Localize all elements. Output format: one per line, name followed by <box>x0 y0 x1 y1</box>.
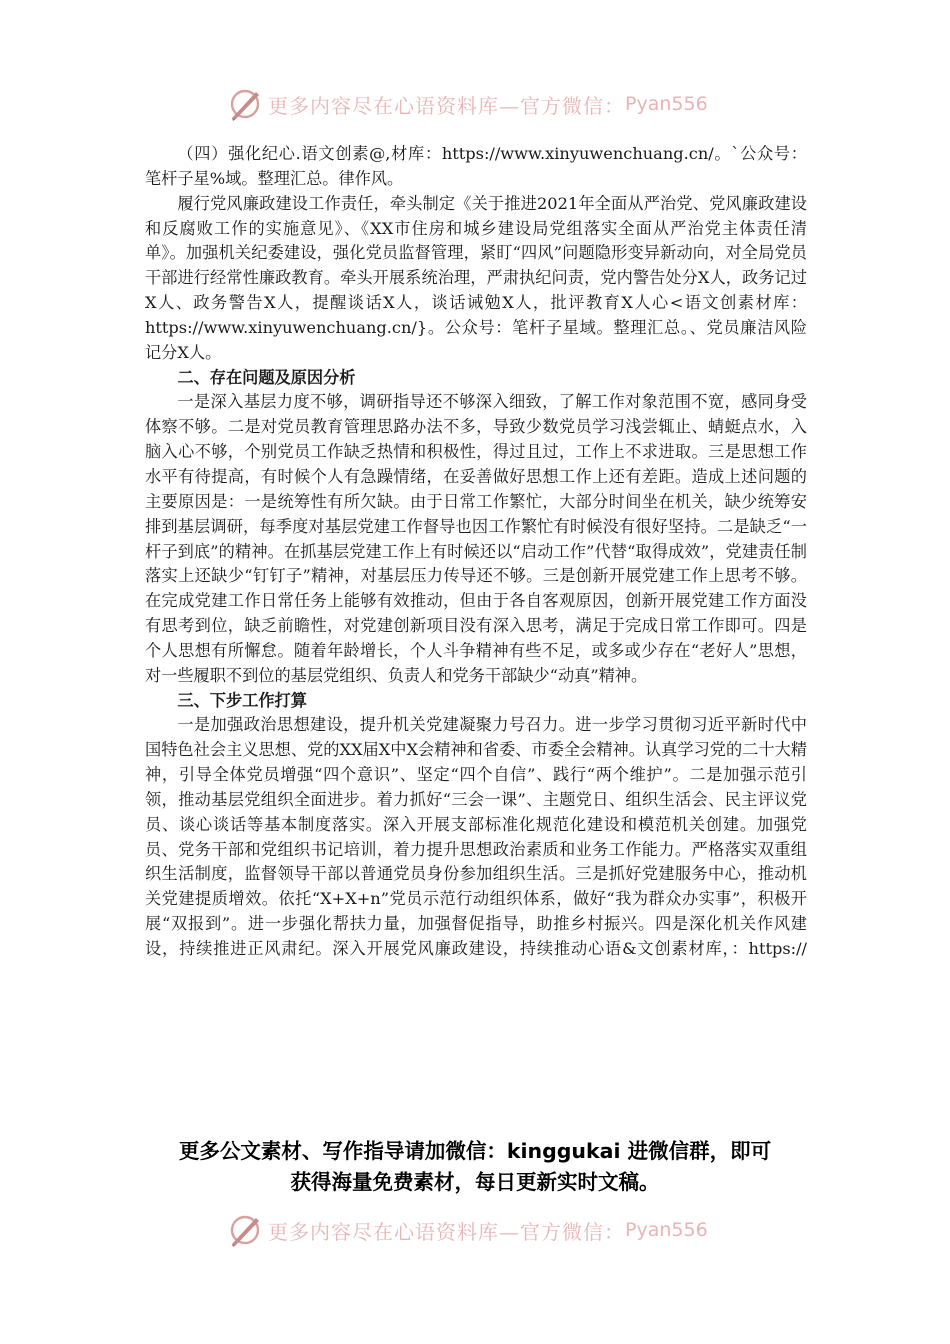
paragraph-integrity: 履行党风廉政建设工作责任，牵头制定《关于推进2021年全面从严治党、党风廉政建设和反腐败工作的实施意见》、《XX市住房和城乡建设局党组落实全面从严治党主体责任清单》。加强机关纪委建设，强化党员监督管理，紧盯“四风”问题隐形变异新动向，对全局党员干部进行经常性廉政教育。牵头开展系统治理，严肃执纪问责，党内警告处分X人，政务记过X人、政务警告X人，提醒谈话X人，谈话诫勉X人，批评教育X人心<语文创素材库：https://www.xinyuwenchuang.cn/}。公众号：笔杆子星域。整理汇总。、党员廉洁风险记分X人。 <box>145 193 807 362</box>
watermark-wechat-id: Pyan556 <box>625 1219 708 1241</box>
watermark-text: 更多内容尽在心语资料库—官方微信： <box>268 93 625 118</box>
promo-line-2: 获得海量免费素材，每日更新实时文稿。 <box>290 1170 660 1194</box>
promo-line-1: 更多公文素材、写作指导请加微信：kinggukai 进微信群，即可 <box>178 1139 772 1163</box>
watermark-bottom <box>228 1210 748 1250</box>
section-heading-problems: 二、存在问题及原因分析 <box>177 367 356 387</box>
paragraph-problems: 一是深入基层力度不够，调研指导还不够深入细致，了解工作对象范围不宽，感同身受体察不够。二是对党员教育管理思路办法不多，导致少数党员学习浅尝辄止、蜻蜓点水，入脑入心不够，个别党员工作缺乏热情和积极性，得过且过，工作上不求进取。三是思想工作水平有待提高，有时候个人有急躁情绪，在妥善做好思想工作上还有差距。造成上述问题的主要原因是：一是统筹性有所欠缺。由于日常工作繁忙，大部分时间坐在机关，缺少统筹安排到基层调研，每季度对基层党建工作督导也因工作繁忙有时候没有很好坚持。二是缺乏“一杆子到底”的精神。在抓基层党建工作上有时候还以“启动工作”代替“取得成效”，党建责任制落实上还缺少“钉钉子”精神，对基层压力传导还不够。三是创新开展党建工作上思考不够。在完成党建工作日常任务上能够有效推动，但由于各自客观原因，创新开展党建工作方面没有思考到位，缺乏前瞻性，对党建创新项目没有深入思考，满足于完成日常工作即可。四是个人思想有所懈怠。随着年龄增长，个人斗争精神有些不足，或多或少存在“老好人”思想，对一些履职不到位的基层党组织、负责人和党务干部缺少“动真”精神。 <box>145 392 807 685</box>
pen-logo-icon <box>228 86 264 122</box>
watermark-top <box>228 84 748 124</box>
promo-banner <box>110 1136 840 1198</box>
watermark-wechat-id: Pyan556 <box>625 93 708 115</box>
document-body <box>145 142 807 962</box>
pen-logo-icon <box>228 1212 264 1248</box>
watermark-text: 更多内容尽在心语资料库—官方微信： <box>268 1219 625 1244</box>
section-heading-plans: 三、下步工作打算 <box>177 690 307 710</box>
paragraph-discipline: （四）强化纪心.语文创素@,材库：https://www.xinyuwenchuang.cn/。`公众号：笔杆子星%域。整理汇总。律作风。 <box>145 144 807 188</box>
paragraph-plans: 一是加强政治思想建设，提升机关党建凝聚力号召力。进一步学习贯彻习近平新时代中国特色社会主义思想、党的XX届X中X会精神和省委、市委全会精神。认真学习党的二十大精神，引导全体党员增强“四个意识”、坚定“四个自信”、践行“两个维护”。二是加强示范引领，推动基层党组织全面进步。着力抓好“三会一课”、主题党日、组织生活会、民主评议党员、谈心谈话等基本制度落实。深入开展支部标准化规范化建设和模范机关创建。加强党员、党务干部和党组织书记培训，着力提升思想政治素质和业务工作能力。严格落实双重组织生活制度，监督领导干部以普通党员身份参加组织生活。三是抓好党建服务中心，推动机关党建提质增效。依托“X+X+n”党员示范行动组织体系，做好“我为群众办实事”，积极开展“双报到”。进一步强化帮扶力量，加强督促指导，助推乡村振兴。四是深化机关作风建设，持续推进正风肃纪。深入开展党风廉政建设，持续推动心语&文创素材库，：https:// <box>145 715 807 958</box>
